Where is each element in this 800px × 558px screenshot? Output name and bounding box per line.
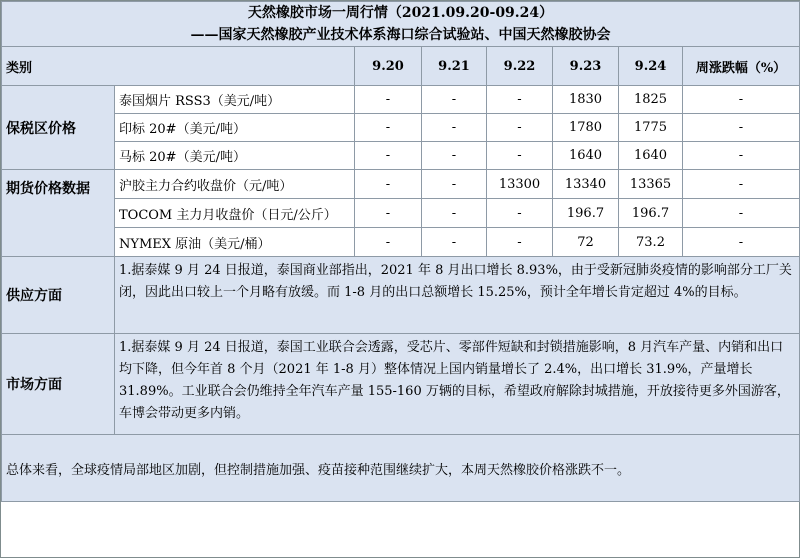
price-cell: - [422, 142, 487, 170]
summary-row [2, 435, 800, 502]
row-item: 印标 20#（美元/吨） [115, 114, 355, 142]
category-supply: 供应方面 [2, 257, 115, 334]
header-date: 9.21 [422, 47, 487, 86]
price-cell: - [422, 86, 487, 114]
change-cell: - [683, 199, 800, 228]
price-cell: 196.7 [619, 199, 683, 228]
price-cell: 1640 [553, 142, 619, 170]
header-date: 9.20 [355, 47, 422, 86]
table-row [2, 142, 800, 170]
report-title [2, 2, 800, 47]
market-text: 1.据泰媒 9 月 24 日报道，泰国工业联合会透露，受芯片、零部件短缺和封锁措施影响，8 月汽车产量、内销和出口均下降，但今年首 8 个月（2021 年 1-8 月）整体情况上国内销量增长了 2.4%，出口增长 31.9%，产量增长 31.89%。工业联合会仍维持全年汽车产量 155-160 万辆的目标，希望政府解除封城措施，开放接待更多外国游客，车博会带动更多内销。 [115, 334, 800, 435]
price-cell: 13340 [553, 170, 619, 199]
table-row [2, 170, 800, 199]
row-item: TOCOM 主力月收盘价（日元/公斤） [115, 199, 355, 228]
price-cell: - [487, 199, 553, 228]
price-cell: - [487, 228, 553, 257]
price-cell: 13300 [487, 170, 553, 199]
price-cell: - [355, 199, 422, 228]
title-line2: ——国家天然橡胶产业技术体系海口综合试验站、中国天然橡胶协会 [190, 27, 611, 43]
row-item: 马标 20#（美元/吨） [115, 142, 355, 170]
price-cell: 72 [553, 228, 619, 257]
price-cell: - [355, 114, 422, 142]
price-cell: - [355, 170, 422, 199]
change-cell: - [683, 170, 800, 199]
title-row [2, 2, 800, 47]
price-cell: - [422, 199, 487, 228]
header-row [2, 47, 800, 86]
summary-text: 总体来看，全球疫情局部地区加剧，但控制措施加强、疫苗接种范围继续扩大，本周天然橡胶价格涨跌不一。 [2, 435, 800, 502]
change-cell: - [683, 228, 800, 257]
table-row [2, 86, 800, 114]
price-cell: 1780 [553, 114, 619, 142]
price-cell: - [422, 170, 487, 199]
header-category: 类别 [2, 47, 355, 86]
category-bonded: 保税区价格 [2, 86, 115, 170]
price-cell: - [487, 114, 553, 142]
change-cell: - [683, 114, 800, 142]
price-cell: - [355, 86, 422, 114]
table-row [2, 228, 800, 257]
price-cell: - [355, 228, 422, 257]
price-cell: 1640 [619, 142, 683, 170]
table-row [2, 199, 800, 228]
price-cell: 13365 [619, 170, 683, 199]
price-cell: 1830 [553, 86, 619, 114]
price-cell: 1825 [619, 86, 683, 114]
table-row [2, 114, 800, 142]
price-cell: - [422, 114, 487, 142]
header-date: 9.24 [619, 47, 683, 86]
row-item: NYMEX 原油（美元/桶） [115, 228, 355, 257]
row-item: 沪胶主力合约收盘价（元/吨） [115, 170, 355, 199]
header-date: 9.23 [553, 47, 619, 86]
price-cell: - [355, 142, 422, 170]
change-cell: - [683, 86, 800, 114]
supply-text: 1.据泰媒 9 月 24 日报道，泰国商业部指出，2021 年 8 月出口增长 8.93%，由于受新冠肺炎疫情的影响部分工厂关闭，因此出口较上一个月略有放缓。而 1-8 月的出口总额增长 15.25%，预计全年增长肯定超过 4%的目标。 [115, 257, 800, 334]
price-cell: 196.7 [553, 199, 619, 228]
price-cell: - [422, 228, 487, 257]
row-item: 泰国烟片 RSS3（美元/吨） [115, 86, 355, 114]
supply-row [2, 257, 800, 334]
category-market: 市场方面 [2, 334, 115, 435]
header-date: 9.22 [487, 47, 553, 86]
price-cell: - [487, 142, 553, 170]
market-row [2, 334, 800, 435]
category-futures: 期货价格数据 [2, 170, 115, 257]
price-cell: 1775 [619, 114, 683, 142]
price-table [1, 1, 800, 502]
price-cell: 73.2 [619, 228, 683, 257]
title-line1: 天然橡胶市场一周行情（2021.09.20-09.24） [247, 5, 554, 21]
change-cell: - [683, 142, 800, 170]
header-change: 周涨跌幅（%） [683, 47, 800, 86]
price-cell: - [487, 86, 553, 114]
